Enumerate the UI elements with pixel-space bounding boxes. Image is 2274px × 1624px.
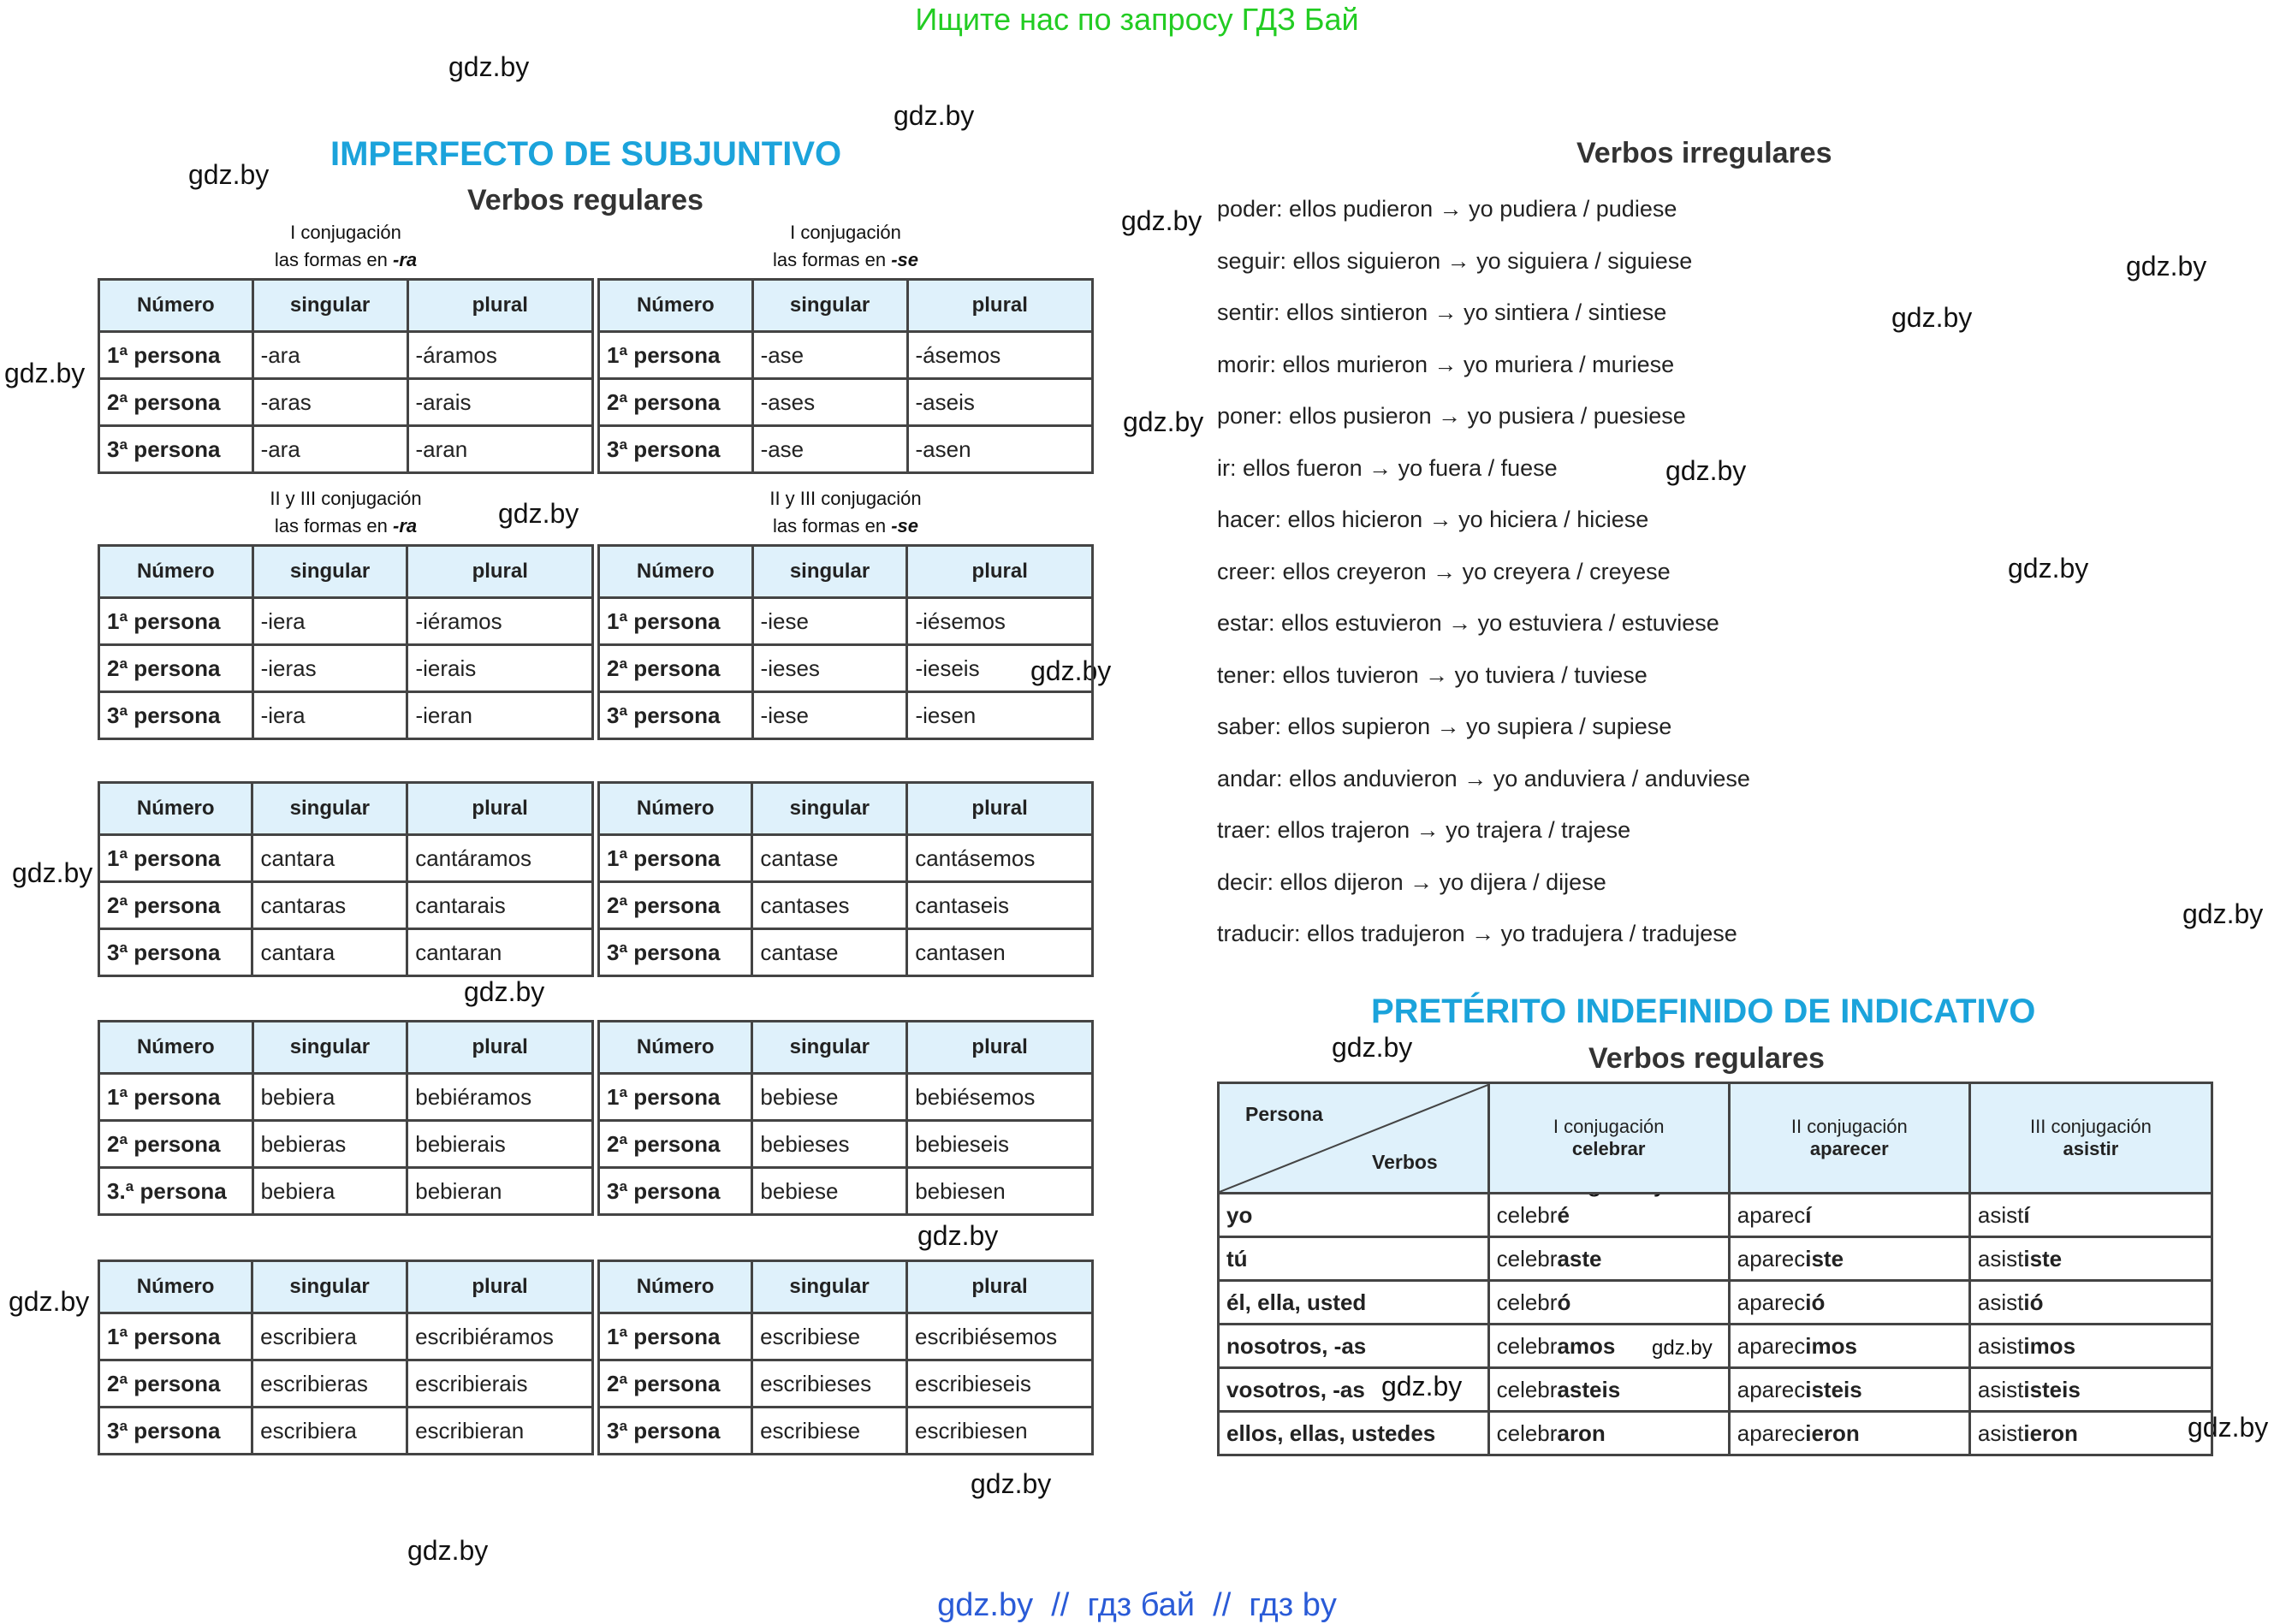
table-row <box>1219 1412 2212 1455</box>
header-numero: Número <box>599 783 752 835</box>
persona-cell: 2ª persona <box>599 645 753 692</box>
conjugation-table <box>98 781 594 977</box>
table-row <box>599 426 1093 473</box>
conjugation-table <box>597 544 1094 740</box>
header-plural: plural <box>907 546 1093 598</box>
persona-cell: 3ª persona <box>599 929 752 976</box>
table-row <box>99 929 593 976</box>
persona-cell: 3ª persona <box>99 1408 252 1455</box>
persona-cell: 1ª persona <box>599 598 753 645</box>
singular-cell: cantase <box>752 835 907 882</box>
conjugation-table <box>98 1020 594 1216</box>
plural-cell: cantaran <box>407 929 593 976</box>
table-caption: II y III conjugación las formas en -se <box>769 488 922 536</box>
watermark: gdz.by <box>917 1220 999 1251</box>
singular-cell: escribiera <box>252 1313 407 1360</box>
verb-form-cell: apareció <box>1729 1281 1969 1325</box>
singular-cell: bebiera <box>252 1168 407 1215</box>
header-plural: plural <box>407 280 592 332</box>
header-singular: singular <box>252 1261 407 1313</box>
header-plural: plural <box>407 783 593 835</box>
header-plural: plural <box>907 1261 1093 1313</box>
watermark: gdz.by <box>1652 1337 1713 1360</box>
header-plural: plural <box>407 1022 593 1074</box>
plural-cell: bebiesen <box>907 1168 1093 1215</box>
irregular-verb-item: morir: ellos murieron → yo muriera / muriese <box>1217 351 1675 377</box>
verb-form-cell: aparecieron <box>1729 1412 1969 1455</box>
conjugation-table <box>98 1259 594 1455</box>
singular-cell: cantara <box>252 929 407 976</box>
persona-cell: 2ª persona <box>599 1360 752 1408</box>
plural-cell: cantásemos <box>907 835 1093 882</box>
table-row <box>99 645 593 692</box>
header-numero: Número <box>99 1022 253 1074</box>
verb-form-cell: celebrasteis <box>1488 1368 1729 1412</box>
persona-cell: 2ª persona <box>99 379 253 426</box>
singular-cell: bebieras <box>252 1121 407 1168</box>
conjugation-table <box>98 278 594 474</box>
irregulares-title: Verbos irregulares <box>1576 137 1832 169</box>
header-singular: singular <box>252 280 407 332</box>
watermark: gdz.by <box>894 100 975 131</box>
persona-cell: 1ª persona <box>99 1313 252 1360</box>
table-row <box>99 1360 593 1408</box>
table-row <box>599 1168 1093 1215</box>
watermark: gdz.by <box>1121 205 1202 236</box>
persona-cell: 2ª persona <box>99 1121 253 1168</box>
table-row <box>599 1313 1093 1360</box>
footer-link[interactable]: гдз бай <box>1087 1587 1196 1623</box>
plural-cell: cantáramos <box>407 835 593 882</box>
conjugation-table <box>597 1020 1094 1216</box>
singular-cell: -ases <box>752 379 907 426</box>
watermark: gdz.by <box>407 1535 489 1566</box>
singular-cell: -ieras <box>252 645 407 692</box>
header-singular: singular <box>252 783 407 835</box>
table-row <box>99 379 593 426</box>
singular-cell: cantases <box>752 882 907 929</box>
plural-cell: -iésemos <box>907 598 1093 645</box>
footer-link[interactable]: gdz.by <box>937 1587 1034 1623</box>
conjugation-table <box>597 1259 1094 1455</box>
singular-cell: -ara <box>252 426 407 473</box>
header-plural: plural <box>907 783 1093 835</box>
verb-form-cell: aparecí <box>1729 1194 1969 1237</box>
plural-cell: -ierais <box>407 645 593 692</box>
irregular-verb-item: ir: ellos fueron → yo fuera / fuese <box>1217 454 1558 481</box>
preterito-table <box>1217 1082 2213 1456</box>
corner-verbos: Verbos <box>1372 1151 1438 1173</box>
plural-cell: bebiéramos <box>407 1074 593 1121</box>
singular-cell: escribieras <box>252 1360 407 1408</box>
table-caption: I conjugación las formas en -se <box>773 222 918 270</box>
persona-cell: 3ª persona <box>599 1168 752 1215</box>
singular-cell: escribiese <box>752 1313 907 1360</box>
persona-cell: 2ª persona <box>99 645 253 692</box>
plural-cell: -áramos <box>407 332 592 379</box>
plural-cell: bebieran <box>407 1168 593 1215</box>
header-numero: Número <box>599 546 753 598</box>
header-numero: Número <box>599 1261 752 1313</box>
verb-form-cell: asistimos <box>1969 1325 2212 1368</box>
persona-cell: yo <box>1219 1194 1489 1237</box>
header-numero: Número <box>99 280 253 332</box>
singular-cell: escribieses <box>752 1360 907 1408</box>
persona-cell: 1ª persona <box>99 1074 253 1121</box>
irregular-verb-item: seguir: ellos siguieron → yo siguiera / siguiese <box>1217 247 1693 274</box>
verb-form-cell: celebraron <box>1488 1412 1729 1455</box>
singular-cell: cantara <box>252 835 407 882</box>
col-header: III conjugación asistir <box>1969 1083 2212 1194</box>
footer-links <box>0 1587 2274 1624</box>
persona-cell: 2ª persona <box>599 379 753 426</box>
plural-cell: bebiésemos <box>907 1074 1093 1121</box>
persona-cell: 1ª persona <box>599 332 753 379</box>
header-singular: singular <box>752 1022 907 1074</box>
verb-form-cell: aparecisteis <box>1729 1368 1969 1412</box>
plural-cell: escribiesen <box>907 1408 1093 1455</box>
table-row <box>99 1074 593 1121</box>
persona-cell: ellos, ellas, ustedes <box>1219 1412 1489 1455</box>
table-row <box>599 692 1093 739</box>
verb-form-cell: asistí <box>1969 1194 2212 1237</box>
singular-cell: -iera <box>252 692 407 739</box>
header-singular: singular <box>752 546 907 598</box>
singular-cell: -ase <box>752 426 907 473</box>
table-row <box>99 882 593 929</box>
singular-cell: cantaras <box>252 882 407 929</box>
verb-form-cell: asistió <box>1969 1281 2212 1325</box>
conjugation-table <box>98 544 594 740</box>
table-row <box>599 1408 1093 1455</box>
header-plural: plural <box>907 1022 1093 1074</box>
watermark: gdz.by <box>9 1286 90 1317</box>
plural-cell: -aseis <box>907 379 1093 426</box>
table-row <box>99 426 593 473</box>
imperfecto-title: IMPERFECTO DE SUBJUNTIVO <box>330 135 842 173</box>
conjugation-table <box>597 278 1094 474</box>
watermark: gdz.by <box>4 358 86 388</box>
watermark: gdz.by <box>1665 455 1747 486</box>
top-banner: Ищите нас по запросу ГДЗ Бай <box>915 2 1359 37</box>
verb-form-cell: asististe <box>1969 1237 2212 1281</box>
singular-cell: bebiese <box>752 1074 907 1121</box>
plural-cell: -asen <box>907 426 1093 473</box>
irregular-verbs-list <box>1217 190 1902 967</box>
header-singular: singular <box>752 280 907 332</box>
irregular-verb-item: creer: ellos creyeron → yo creyera / creyese <box>1217 558 1671 584</box>
plural-cell: -ieseis <box>907 645 1093 692</box>
table-row <box>99 1121 593 1168</box>
plural-cell: escribierais <box>407 1360 593 1408</box>
irregular-verb-item: traducir: ellos tradujeron → yo tradujera / tradujese <box>1217 921 1737 946</box>
header-singular: singular <box>252 546 407 598</box>
plural-cell: escribiéramos <box>407 1313 593 1360</box>
persona-cell: 1ª persona <box>599 1074 752 1121</box>
singular-cell: -iese <box>752 692 907 739</box>
persona-cell: 3ª persona <box>599 426 753 473</box>
corner-header <box>1219 1083 1489 1194</box>
header-numero: Número <box>599 280 753 332</box>
verb-form-cell: celebró <box>1488 1281 1729 1325</box>
singular-cell: -ara <box>252 332 407 379</box>
table-row <box>599 1074 1093 1121</box>
singular-cell: escribiera <box>252 1408 407 1455</box>
plural-cell: -iéramos <box>407 598 593 645</box>
singular-cell: -iese <box>752 598 907 645</box>
preterito-subtitle: Verbos regulares <box>1588 1042 1825 1075</box>
header-singular: singular <box>752 783 907 835</box>
header-numero: Número <box>99 783 252 835</box>
watermark: gdz.by <box>188 159 270 190</box>
table-row <box>599 598 1093 645</box>
persona-cell: vosotros, -as <box>1219 1368 1489 1412</box>
verb-form-cell: apareciste <box>1729 1237 1969 1281</box>
singular-cell: cantase <box>752 929 907 976</box>
persona-cell: tú <box>1219 1237 1489 1281</box>
plural-cell: -iesen <box>907 692 1093 739</box>
persona-cell: 3ª persona <box>99 426 253 473</box>
table-row <box>99 835 593 882</box>
singular-cell: escribiese <box>752 1408 907 1455</box>
conjugation-table <box>597 781 1094 977</box>
corner-persona: Persona <box>1245 1103 1323 1125</box>
header-singular: singular <box>252 1022 407 1074</box>
table-row <box>99 598 593 645</box>
verb-form-cell: celebré <box>1488 1194 1729 1237</box>
verb-form-cell: asististeis <box>1969 1368 2212 1412</box>
irregular-verb-item: poder: ellos pudieron → yo pudiera / pudiese <box>1217 196 1677 222</box>
table-caption: II y III conjugación las formas en -ra <box>270 488 422 536</box>
persona-cell: 1ª persona <box>99 835 252 882</box>
watermark: gdz.by <box>2008 553 2089 584</box>
irregular-verb-item: hacer: ellos hicieron → yo hiciera / hiciese <box>1217 507 1649 532</box>
verb-form-cell: aparecimos <box>1729 1325 1969 1368</box>
col-header: II conjugación aparecer <box>1729 1083 1969 1194</box>
plural-cell: -aran <box>407 426 592 473</box>
persona-cell: 3ª persona <box>99 692 253 739</box>
singular-cell: -aras <box>252 379 407 426</box>
watermark: gdz.by <box>1332 1032 1413 1063</box>
footer-separator: // <box>1213 1587 1232 1623</box>
table-caption: I conjugación las formas en -ra <box>274 222 418 270</box>
watermark: gdz.by <box>2126 251 2207 282</box>
table-row <box>599 332 1093 379</box>
verb-form-cell: celebraste <box>1488 1237 1729 1281</box>
table-row <box>99 1408 593 1455</box>
table-row <box>1219 1281 2212 1325</box>
watermark: gdz.by <box>1030 655 1112 686</box>
persona-cell: 3ª persona <box>99 929 252 976</box>
irregular-verb-item: sentir: ellos sintieron → yo sintiera / sintiese <box>1217 299 1667 325</box>
persona-cell: 3ª persona <box>599 1408 752 1455</box>
plural-cell: cantarais <box>407 882 593 929</box>
watermark: gdz.by <box>498 498 579 529</box>
table-row <box>1219 1368 2212 1412</box>
persona-cell: 2ª persona <box>599 1121 752 1168</box>
table-row <box>1219 1325 2212 1368</box>
plural-cell: bebierais <box>407 1121 593 1168</box>
watermark: gdz.by <box>464 976 545 1007</box>
persona-cell: 1ª persona <box>99 332 253 379</box>
table-row <box>99 1168 593 1215</box>
verb-form-cell: asistieron <box>1969 1412 2212 1455</box>
persona-cell: 1ª persona <box>99 598 253 645</box>
table-row <box>599 645 1093 692</box>
singular-cell: bebiera <box>252 1074 407 1121</box>
header-plural: plural <box>407 546 593 598</box>
persona-cell: 2ª persona <box>599 882 752 929</box>
watermark: gdz.by <box>1381 1371 1463 1402</box>
persona-cell: él, ella, usted <box>1219 1281 1489 1325</box>
plural-cell: -arais <box>407 379 592 426</box>
watermark: gdz.by <box>2182 898 2264 929</box>
watermark: gdz.by <box>2188 1412 2269 1443</box>
header-plural: plural <box>407 1261 593 1313</box>
table-row <box>599 929 1093 976</box>
persona-cell: 2ª persona <box>99 882 252 929</box>
irregular-verb-item: saber: ellos supieron → yo supiera / supiese <box>1217 714 1672 739</box>
col-header: I conjugación celebrar <box>1488 1083 1729 1194</box>
preterito-title: PRETÉRITO INDEFINIDO DE INDICATIVO <box>1371 993 2036 1030</box>
irregular-verb-item: decir: ellos dijeron → yo dijera / dijese <box>1217 868 1606 895</box>
irregular-verb-item: tener: ellos tuvieron → yo tuviera / tuviese <box>1217 661 1648 688</box>
persona-cell: nosotros, -as <box>1219 1325 1489 1368</box>
header-numero: Número <box>99 546 253 598</box>
footer-link[interactable]: гдз by <box>1249 1587 1337 1623</box>
footer-separator: // <box>1051 1587 1070 1623</box>
irregular-verb-item: poner: ellos pusieron → yo pusiera / puesiese <box>1217 403 1686 429</box>
plural-cell: bebieseis <box>907 1121 1093 1168</box>
table-row <box>599 1360 1093 1408</box>
table-row <box>599 835 1093 882</box>
singular-cell: bebiese <box>752 1168 907 1215</box>
persona-cell: 1ª persona <box>599 835 752 882</box>
plural-cell: cantaseis <box>907 882 1093 929</box>
header-singular: singular <box>752 1261 907 1313</box>
plural-cell: -ásemos <box>907 332 1093 379</box>
table-row <box>1219 1237 2212 1281</box>
irregular-verb-item: andar: ellos anduvieron → yo anduviera / anduviese <box>1217 765 1750 791</box>
watermark: gdz.by <box>12 857 93 888</box>
table-row <box>99 332 593 379</box>
watermark: gdz.by <box>1123 406 1204 437</box>
watermark: gdz.by <box>1891 302 1973 333</box>
table-row <box>599 1121 1093 1168</box>
singular-cell: -ieses <box>752 645 907 692</box>
table-row <box>99 692 593 739</box>
table-row <box>599 379 1093 426</box>
header-numero: Número <box>99 1261 252 1313</box>
irregular-verb-item: estar: ellos estuvieron → yo estuviera / estuviese <box>1217 610 1719 636</box>
table-row <box>599 882 1093 929</box>
persona-cell: 3ª persona <box>599 692 753 739</box>
persona-cell: 1ª persona <box>599 1313 752 1360</box>
watermark: gdz.by <box>448 51 530 82</box>
plural-cell: -ieran <box>407 692 593 739</box>
singular-cell: -iera <box>252 598 407 645</box>
plural-cell: escribieseis <box>907 1360 1093 1408</box>
imperfecto-subtitle: Verbos regulares <box>467 184 704 216</box>
verb-form-cell: celebramos <box>1488 1325 1729 1368</box>
header-numero: Número <box>599 1022 752 1074</box>
persona-cell: 2ª persona <box>99 1360 252 1408</box>
table-row <box>1219 1194 2212 1237</box>
plural-cell: escribieran <box>407 1408 593 1455</box>
diagonal-line <box>1220 1084 1490 1192</box>
plural-cell: escribiésemos <box>907 1313 1093 1360</box>
plural-cell: cantasen <box>907 929 1093 976</box>
irregular-verb-item: traer: ellos trajeron → yo trajera / trajese <box>1217 817 1631 843</box>
watermark: gdz.by <box>971 1468 1052 1499</box>
header-plural: plural <box>907 280 1093 332</box>
singular-cell: -ase <box>752 332 907 379</box>
persona-cell: 3.ª persona <box>99 1168 253 1215</box>
table-row <box>99 1313 593 1360</box>
singular-cell: bebieses <box>752 1121 907 1168</box>
